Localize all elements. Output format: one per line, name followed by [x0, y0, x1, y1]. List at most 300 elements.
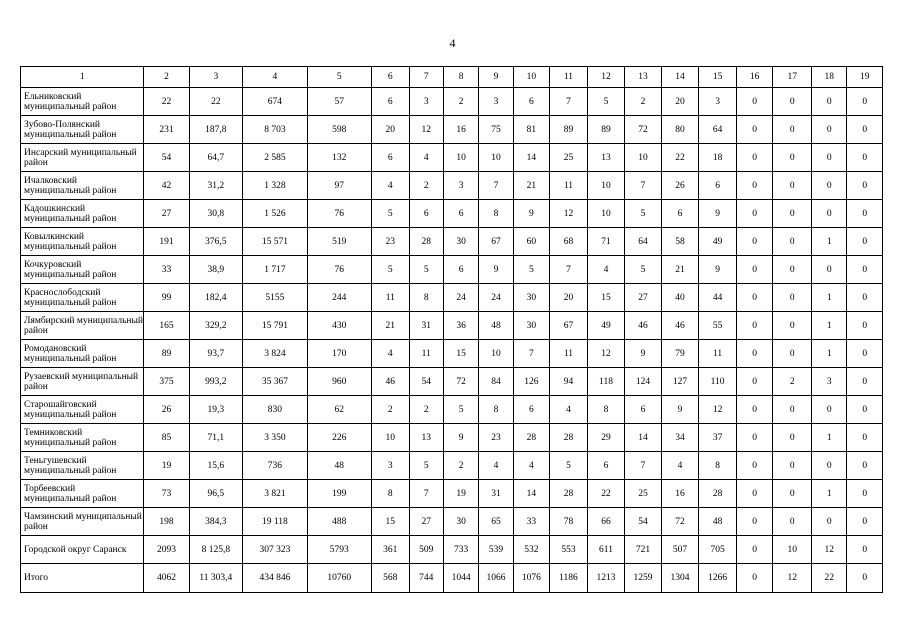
value-cell: 26 [661, 172, 699, 200]
value-cell: 0 [847, 200, 883, 228]
value-cell: 611 [587, 536, 625, 564]
value-cell: 28 [409, 228, 443, 256]
value-cell: 49 [699, 228, 737, 256]
value-cell: 532 [513, 536, 549, 564]
value-cell: 5 [513, 256, 549, 284]
value-cell: 0 [773, 340, 812, 368]
value-cell: 10 [587, 200, 625, 228]
value-cell: 80 [661, 116, 699, 144]
value-cell: 0 [812, 256, 847, 284]
value-cell: 0 [847, 368, 883, 396]
value-cell: 5 [550, 452, 588, 480]
value-cell: 8 125,8 [189, 536, 243, 564]
value-cell: 1 [812, 228, 847, 256]
value-cell: 10 [625, 144, 661, 172]
table-row [21, 228, 883, 256]
value-cell: 7 [409, 480, 443, 508]
value-cell: 0 [773, 144, 812, 172]
column-header: 9 [479, 67, 513, 88]
value-cell: 9 [443, 424, 478, 452]
value-cell: 19 118 [243, 508, 307, 536]
district-name-cell: Кадошкинский муниципальный район [21, 200, 144, 228]
value-cell: 62 [307, 396, 371, 424]
value-cell: 0 [736, 312, 772, 340]
table-row [21, 172, 883, 200]
district-name-cell: Теньгушевский муниципальный район [21, 452, 144, 480]
table-row [21, 284, 883, 312]
value-cell: 9 [513, 200, 549, 228]
total-value-cell: 568 [372, 564, 410, 593]
value-cell: 674 [243, 88, 307, 116]
value-cell: 0 [847, 256, 883, 284]
value-cell: 11 [550, 340, 588, 368]
value-cell: 0 [736, 88, 772, 116]
value-cell: 35 367 [243, 368, 307, 396]
value-cell: 132 [307, 144, 371, 172]
value-cell: 0 [736, 424, 772, 452]
value-cell: 0 [847, 88, 883, 116]
value-cell: 89 [144, 340, 189, 368]
value-cell: 3 [372, 452, 410, 480]
value-cell: 72 [661, 508, 699, 536]
value-cell: 5 [625, 256, 661, 284]
value-cell: 0 [773, 396, 812, 424]
value-cell: 15 [587, 284, 625, 312]
value-cell: 48 [479, 312, 513, 340]
column-header: 2 [144, 67, 189, 88]
column-header: 10 [513, 67, 549, 88]
value-cell: 3 821 [243, 480, 307, 508]
value-cell: 33 [144, 256, 189, 284]
value-cell: 830 [243, 396, 307, 424]
value-cell: 0 [812, 508, 847, 536]
value-cell: 12 [587, 340, 625, 368]
table-row [21, 480, 883, 508]
value-cell: 71 [587, 228, 625, 256]
value-cell: 307 323 [243, 536, 307, 564]
value-cell: 191 [144, 228, 189, 256]
value-cell: 2 [443, 452, 478, 480]
value-cell: 960 [307, 368, 371, 396]
value-cell: 7 [550, 256, 588, 284]
district-name-cell: Зубово-Полянский муниципальный район [21, 116, 144, 144]
value-cell: 8 [479, 200, 513, 228]
value-cell: 0 [847, 172, 883, 200]
column-header: 6 [372, 67, 410, 88]
table-row [21, 424, 883, 452]
district-name-cell: Ичалковский муниципальный район [21, 172, 144, 200]
value-cell: 26 [144, 396, 189, 424]
value-cell: 99 [144, 284, 189, 312]
value-cell: 3 [409, 88, 443, 116]
value-cell: 4 [409, 144, 443, 172]
value-cell: 0 [812, 396, 847, 424]
value-cell: 7 [625, 172, 661, 200]
value-cell: 9 [699, 200, 737, 228]
value-cell: 0 [773, 172, 812, 200]
table-row [21, 340, 883, 368]
value-cell: 488 [307, 508, 371, 536]
district-name-cell: Торбеевский муниципальный район [21, 480, 144, 508]
value-cell: 244 [307, 284, 371, 312]
value-cell: 79 [661, 340, 699, 368]
value-cell: 0 [736, 172, 772, 200]
table-row [21, 144, 883, 172]
value-cell: 0 [847, 144, 883, 172]
total-value-cell: 0 [847, 564, 883, 593]
value-cell: 8 [409, 284, 443, 312]
column-header: 11 [550, 67, 588, 88]
value-cell: 165 [144, 312, 189, 340]
value-cell: 2093 [144, 536, 189, 564]
value-cell: 10 [587, 172, 625, 200]
value-cell: 28 [550, 424, 588, 452]
value-cell: 94 [550, 368, 588, 396]
value-cell: 1 [812, 284, 847, 312]
table-header-row [21, 67, 883, 88]
value-cell: 23 [372, 228, 410, 256]
value-cell: 76 [307, 200, 371, 228]
value-cell: 2 [409, 172, 443, 200]
value-cell: 3 350 [243, 424, 307, 452]
value-cell: 226 [307, 424, 371, 452]
value-cell: 0 [736, 452, 772, 480]
total-value-cell: 10760 [307, 564, 371, 593]
value-cell: 7 [479, 172, 513, 200]
value-cell: 6 [372, 88, 410, 116]
value-cell: 5793 [307, 536, 371, 564]
value-cell: 375 [144, 368, 189, 396]
value-cell: 430 [307, 312, 371, 340]
value-cell: 54 [144, 144, 189, 172]
value-cell: 9 [625, 340, 661, 368]
column-header: 7 [409, 67, 443, 88]
value-cell: 0 [812, 144, 847, 172]
value-cell: 89 [550, 116, 588, 144]
value-cell: 42 [144, 172, 189, 200]
table-row [21, 536, 883, 564]
value-cell: 8 [587, 396, 625, 424]
value-cell: 126 [513, 368, 549, 396]
value-cell: 38,9 [189, 256, 243, 284]
value-cell: 5 [409, 256, 443, 284]
value-cell: 6 [625, 396, 661, 424]
value-cell: 9 [699, 256, 737, 284]
value-cell: 0 [847, 116, 883, 144]
total-value-cell: 744 [409, 564, 443, 593]
value-cell: 0 [773, 312, 812, 340]
value-cell: 97 [307, 172, 371, 200]
value-cell: 7 [550, 88, 588, 116]
value-cell: 49 [587, 312, 625, 340]
value-cell: 2 [409, 396, 443, 424]
column-header: 13 [625, 67, 661, 88]
value-cell: 64 [699, 116, 737, 144]
value-cell: 15,6 [189, 452, 243, 480]
value-cell: 4 [587, 256, 625, 284]
value-cell: 0 [736, 228, 772, 256]
value-cell: 0 [736, 340, 772, 368]
value-cell: 58 [661, 228, 699, 256]
value-cell: 11 [409, 340, 443, 368]
value-cell: 0 [736, 508, 772, 536]
value-cell: 67 [550, 312, 588, 340]
value-cell: 0 [812, 88, 847, 116]
value-cell: 6 [409, 200, 443, 228]
value-cell: 0 [847, 536, 883, 564]
value-cell: 37 [699, 424, 737, 452]
district-name-cell: Ковылкинский муниципальный район [21, 228, 144, 256]
value-cell: 20 [550, 284, 588, 312]
value-cell: 8 703 [243, 116, 307, 144]
value-cell: 48 [307, 452, 371, 480]
value-cell: 31,2 [189, 172, 243, 200]
value-cell: 5 [587, 88, 625, 116]
value-cell: 4 [661, 452, 699, 480]
total-value-cell: 1066 [479, 564, 513, 593]
value-cell: 2 585 [243, 144, 307, 172]
value-cell: 170 [307, 340, 371, 368]
value-cell: 0 [773, 508, 812, 536]
value-cell: 6 [513, 396, 549, 424]
value-cell: 6 [443, 256, 478, 284]
total-value-cell: 0 [736, 564, 772, 593]
value-cell: 96,5 [189, 480, 243, 508]
value-cell: 0 [736, 284, 772, 312]
value-cell: 64 [625, 228, 661, 256]
table-row [21, 88, 883, 116]
value-cell: 198 [144, 508, 189, 536]
value-cell: 22 [661, 144, 699, 172]
value-cell: 0 [736, 396, 772, 424]
district-name-cell: Старошайговский муниципальный район [21, 396, 144, 424]
value-cell: 23 [479, 424, 513, 452]
value-cell: 0 [736, 116, 772, 144]
column-header: 14 [661, 67, 699, 88]
total-row [21, 564, 883, 593]
value-cell: 84 [479, 368, 513, 396]
value-cell: 66 [587, 508, 625, 536]
table-row [21, 452, 883, 480]
value-cell: 85 [144, 424, 189, 452]
value-cell: 12 [550, 200, 588, 228]
table-row [21, 368, 883, 396]
value-cell: 10 [773, 536, 812, 564]
value-cell: 3 [443, 172, 478, 200]
value-cell: 0 [773, 200, 812, 228]
value-cell: 0 [773, 284, 812, 312]
page-number: 4 [449, 36, 456, 50]
value-cell: 28 [550, 480, 588, 508]
value-cell: 48 [699, 508, 737, 536]
value-cell: 76 [307, 256, 371, 284]
value-cell: 110 [699, 368, 737, 396]
value-cell: 12 [812, 536, 847, 564]
value-cell: 2 [443, 88, 478, 116]
value-cell: 736 [243, 452, 307, 480]
value-cell: 0 [736, 536, 772, 564]
value-cell: 0 [812, 200, 847, 228]
value-cell: 68 [550, 228, 588, 256]
value-cell: 16 [661, 480, 699, 508]
value-cell: 89 [587, 116, 625, 144]
value-cell: 14 [513, 144, 549, 172]
value-cell: 7 [513, 340, 549, 368]
value-cell: 4 [550, 396, 588, 424]
district-name-cell: Рузаевский муниципальный район [21, 368, 144, 396]
value-cell: 1 [812, 424, 847, 452]
value-cell: 0 [773, 452, 812, 480]
value-cell: 5 [625, 200, 661, 228]
value-cell: 733 [443, 536, 478, 564]
value-cell: 4 [479, 452, 513, 480]
value-cell: 73 [144, 480, 189, 508]
value-cell: 25 [550, 144, 588, 172]
value-cell: 1 [812, 340, 847, 368]
total-value-cell: 1259 [625, 564, 661, 593]
value-cell: 231 [144, 116, 189, 144]
value-cell: 21 [661, 256, 699, 284]
total-value-cell: 11 303,4 [189, 564, 243, 593]
value-cell: 81 [513, 116, 549, 144]
value-cell: 384,3 [189, 508, 243, 536]
value-cell: 25 [625, 480, 661, 508]
value-cell: 21 [513, 172, 549, 200]
column-header: 19 [847, 67, 883, 88]
value-cell: 71,1 [189, 424, 243, 452]
value-cell: 9 [661, 396, 699, 424]
value-cell: 721 [625, 536, 661, 564]
value-cell: 127 [661, 368, 699, 396]
value-cell: 6 [661, 200, 699, 228]
district-name-cell: Кочкуровский муниципальный район [21, 256, 144, 284]
value-cell: 507 [661, 536, 699, 564]
value-cell: 10 [479, 340, 513, 368]
value-cell: 54 [625, 508, 661, 536]
value-cell: 15 571 [243, 228, 307, 256]
value-cell: 18 [699, 144, 737, 172]
value-cell: 519 [307, 228, 371, 256]
column-header: 17 [773, 67, 812, 88]
value-cell: 8 [479, 396, 513, 424]
value-cell: 22 [587, 480, 625, 508]
total-value-cell: 1076 [513, 564, 549, 593]
value-cell: 36 [443, 312, 478, 340]
value-cell: 1 526 [243, 200, 307, 228]
value-cell: 0 [773, 116, 812, 144]
value-cell: 0 [736, 144, 772, 172]
value-cell: 16 [443, 116, 478, 144]
value-cell: 54 [409, 368, 443, 396]
value-cell: 199 [307, 480, 371, 508]
value-cell: 8 [372, 480, 410, 508]
value-cell: 31 [479, 480, 513, 508]
value-cell: 0 [736, 480, 772, 508]
value-cell: 19 [144, 452, 189, 480]
value-cell: 29 [587, 424, 625, 452]
value-cell: 0 [812, 452, 847, 480]
value-cell: 118 [587, 368, 625, 396]
value-cell: 31 [409, 312, 443, 340]
value-cell: 21 [372, 312, 410, 340]
value-cell: 24 [443, 284, 478, 312]
value-cell: 55 [699, 312, 737, 340]
column-header: 8 [443, 67, 478, 88]
value-cell: 15 791 [243, 312, 307, 340]
value-cell: 0 [847, 340, 883, 368]
value-cell: 993,2 [189, 368, 243, 396]
value-cell: 705 [699, 536, 737, 564]
value-cell: 0 [773, 424, 812, 452]
value-cell: 60 [513, 228, 549, 256]
value-cell: 329,2 [189, 312, 243, 340]
value-cell: 539 [479, 536, 513, 564]
value-cell: 3 824 [243, 340, 307, 368]
value-cell: 93,7 [189, 340, 243, 368]
value-cell: 30 [443, 228, 478, 256]
value-cell: 22 [189, 88, 243, 116]
column-header: 16 [736, 67, 772, 88]
value-cell: 4 [372, 172, 410, 200]
value-cell: 22 [144, 88, 189, 116]
table-row [21, 312, 883, 340]
district-name-cell: Ромодановский муниципальный район [21, 340, 144, 368]
value-cell: 27 [409, 508, 443, 536]
value-cell: 5155 [243, 284, 307, 312]
statistics-table [20, 66, 883, 593]
value-cell: 78 [550, 508, 588, 536]
value-cell: 5 [443, 396, 478, 424]
value-cell: 598 [307, 116, 371, 144]
value-cell: 3 [812, 368, 847, 396]
value-cell: 0 [847, 508, 883, 536]
table-row [21, 116, 883, 144]
value-cell: 5 [372, 200, 410, 228]
value-cell: 3 [699, 88, 737, 116]
value-cell: 0 [736, 200, 772, 228]
value-cell: 14 [625, 424, 661, 452]
column-header: 12 [587, 67, 625, 88]
value-cell: 19,3 [189, 396, 243, 424]
value-cell: 10 [479, 144, 513, 172]
value-cell: 20 [661, 88, 699, 116]
value-cell: 124 [625, 368, 661, 396]
value-cell: 0 [847, 284, 883, 312]
value-cell: 6 [513, 88, 549, 116]
value-cell: 0 [773, 228, 812, 256]
value-cell: 75 [479, 116, 513, 144]
value-cell: 15 [443, 340, 478, 368]
table-row [21, 508, 883, 536]
value-cell: 40 [661, 284, 699, 312]
value-cell: 0 [847, 452, 883, 480]
value-cell: 1 [812, 480, 847, 508]
value-cell: 20 [372, 116, 410, 144]
value-cell: 72 [625, 116, 661, 144]
value-cell: 30 [513, 284, 549, 312]
value-cell: 361 [372, 536, 410, 564]
value-cell: 13 [587, 144, 625, 172]
value-cell: 27 [625, 284, 661, 312]
district-name-cell: Городской округ Саранск [21, 536, 144, 564]
value-cell: 4 [372, 340, 410, 368]
column-header: 3 [189, 67, 243, 88]
value-cell: 46 [372, 368, 410, 396]
total-label-cell: Итого [21, 564, 144, 593]
value-cell: 15 [372, 508, 410, 536]
total-value-cell: 1213 [587, 564, 625, 593]
value-cell: 11 [550, 172, 588, 200]
